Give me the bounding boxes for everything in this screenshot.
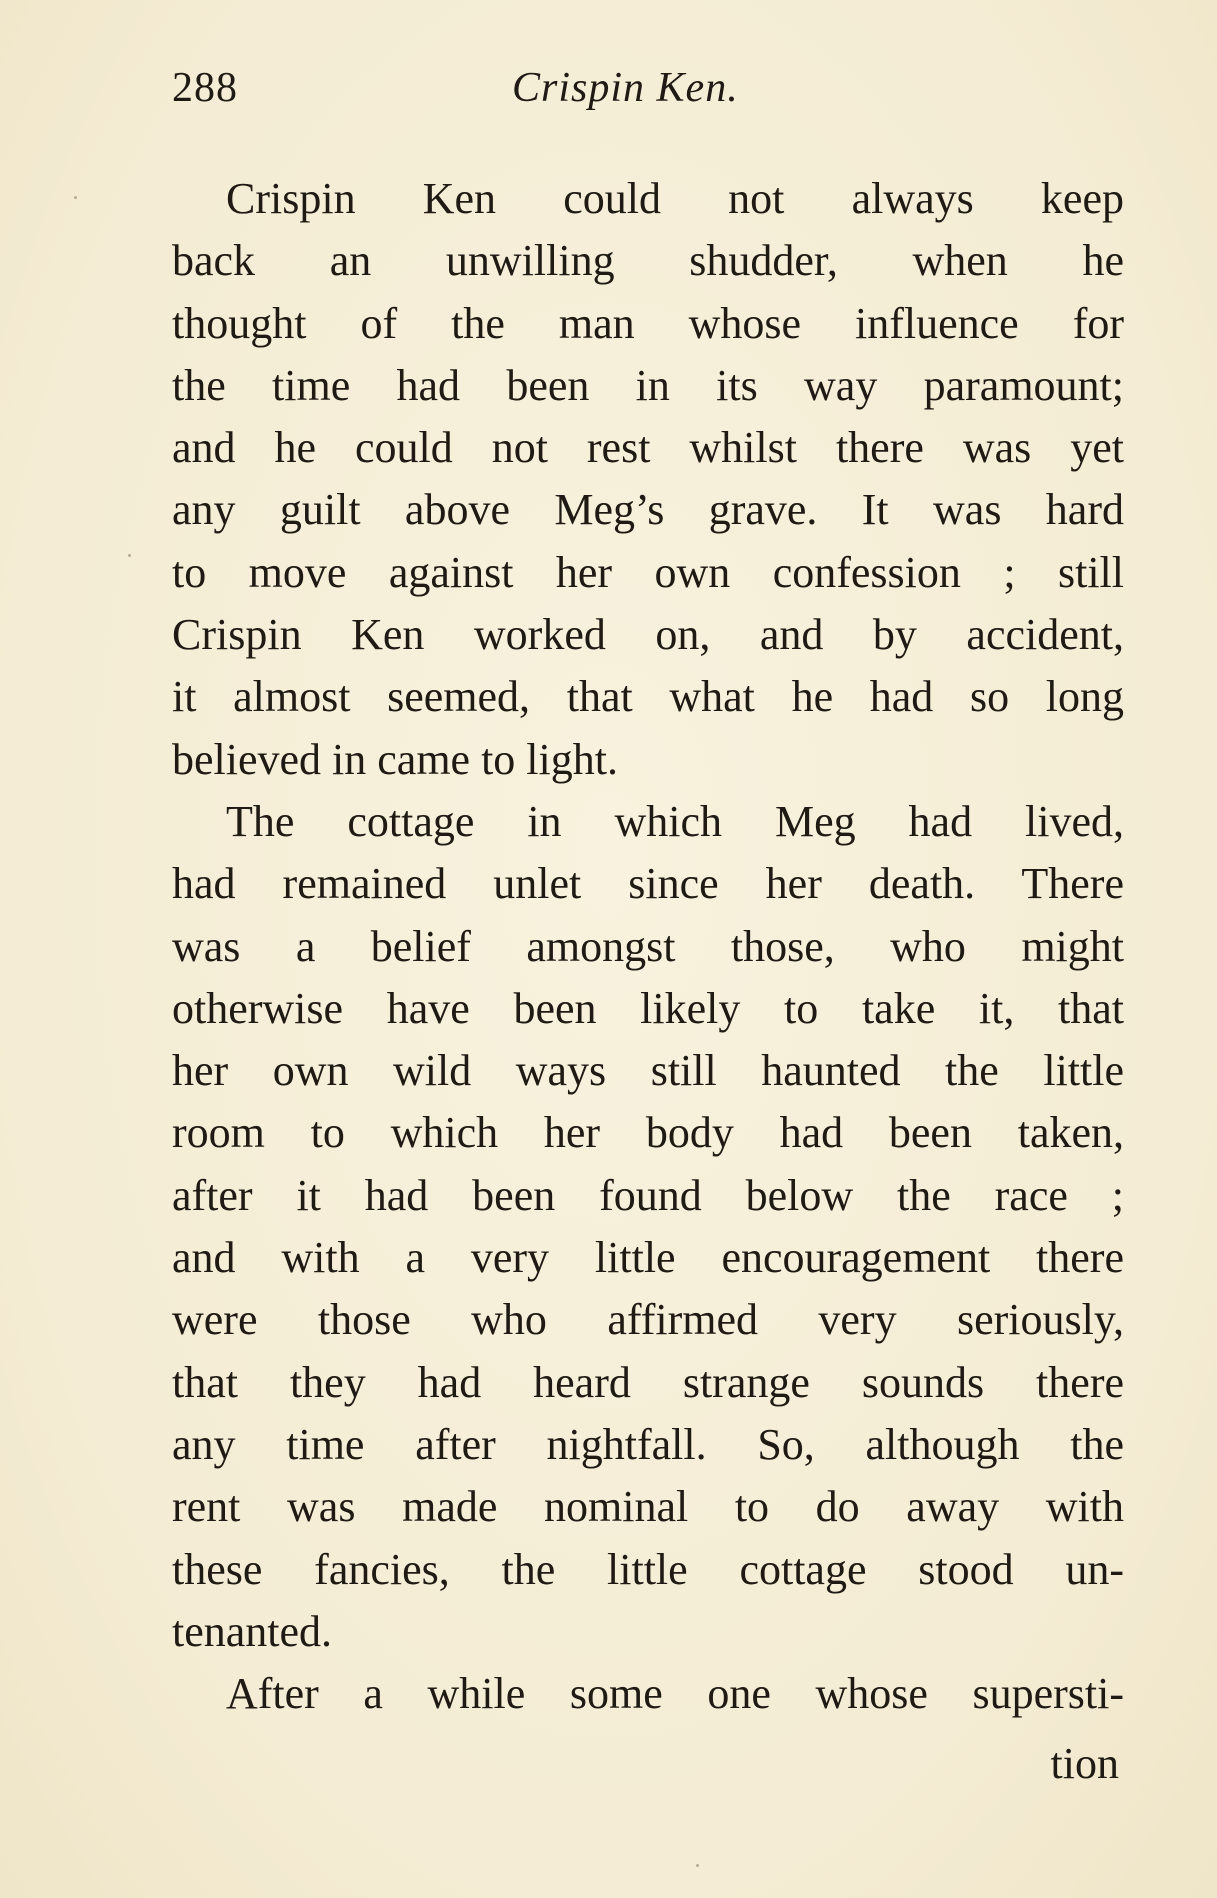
text-line: had remained unlet since her death. There — [172, 859, 1124, 909]
text-line: these fancies, the little cottage stood un- — [172, 1544, 1124, 1594]
text-line: was a belief amongst those, who might — [172, 921, 1124, 971]
text-line: Crispin Ken could not always keep — [226, 174, 1124, 223]
text-line: thought of the man whose influence for — [172, 298, 1124, 348]
catchword: tion — [1050, 1739, 1119, 1788]
running-title: Crispin Ken. — [512, 65, 739, 111]
text-line: tenanted. — [172, 1606, 333, 1656]
text-line: and he could not rest whilst there was yet — [172, 423, 1124, 473]
text-line: any time after nightfall. So, although the — [172, 1419, 1124, 1469]
text-line: believed in came to light. — [172, 734, 618, 784]
paper-speck — [696, 1864, 699, 1867]
paper-speck — [74, 196, 77, 199]
text-line: her own wild ways still haunted the little — [172, 1046, 1124, 1096]
text-line: The cottage in which Meg had lived, — [226, 796, 1124, 846]
text-line: any guilt above Meg’s grave. It was hard — [172, 485, 1124, 535]
body-text — [172, 168, 1124, 1725]
text-line: and with a very little encouragement there — [172, 1233, 1124, 1283]
text-line: the time had been in its way paramount; — [172, 360, 1124, 410]
text-line: were those who affirmed very seriously, — [172, 1295, 1124, 1345]
text-line: room to which her body had been taken, — [172, 1108, 1124, 1158]
text-line: to move against her own confession ; still — [172, 547, 1124, 597]
text-line: it almost seemed, that what he had so long — [172, 672, 1124, 722]
text-line: otherwise have been likely to take it, that — [172, 983, 1124, 1033]
text-line: back an unwilling shudder, when he — [172, 236, 1124, 286]
page-number: 288 — [172, 65, 238, 111]
text-line: after it had been found below the race ; — [172, 1170, 1124, 1220]
text-line: that they had heard strange sounds there — [172, 1357, 1124, 1407]
text-line: Crispin Ken worked on, and by accident, — [172, 610, 1124, 660]
text-line: rent was made nominal to do away with — [172, 1482, 1124, 1532]
paper-speck — [128, 554, 131, 557]
running-head — [172, 58, 1122, 118]
text-line: After a while some one whose supersti- — [226, 1669, 1124, 1719]
